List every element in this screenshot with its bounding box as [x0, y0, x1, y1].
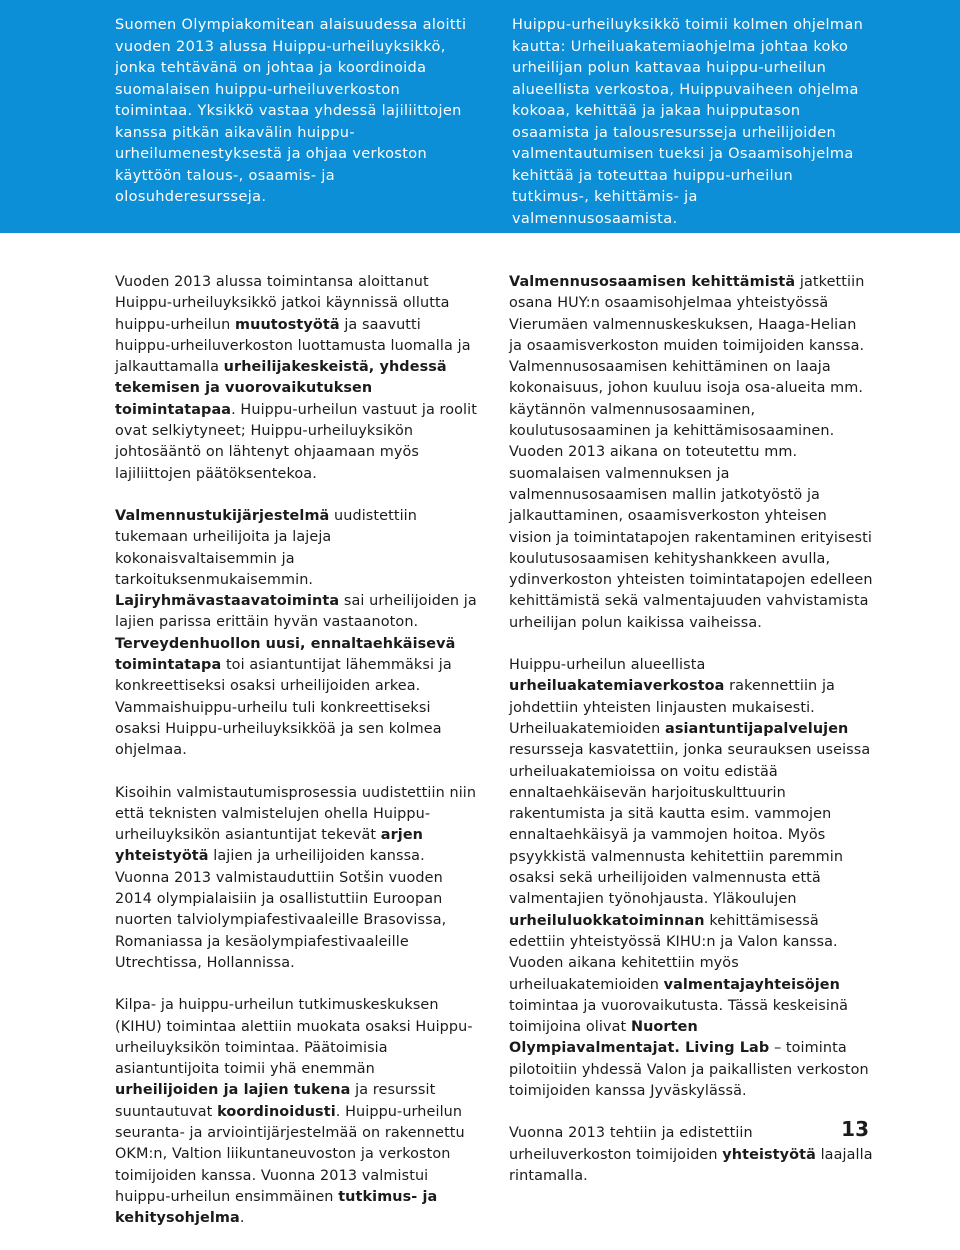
- paragraph: Kisoihin valmistautumisprosessia uudistettiin niin että teknisten valmistelujen ohella Huippu-urheiluyksikön asiantuntijat tekevät arjen yhteistyötä lajien ja urheilijoiden kanssa. Vuonna 2013 valmistauduttiin Sotšin vuoden 2014 olympialaisiin ja osallistuttiin Euroopan nuorten talviolympiafestivaaleille Brasovissa, Romaniassa ja kesäolympiafestivaaleille Utrechtissa, Hollannissa.: [115, 784, 477, 971]
- page-number: 13: [841, 1117, 869, 1141]
- banner-right-text: Huippu-urheiluyksikkö toimii kolmen ohjelman kautta: Urheiluakatemiaohjelma johtaa koko urheilijan polun kattavaa huippu-urheilun alueellista verkostoa, Huippuvaiheen ohjelma kokoaa, kehittää ja jakaa huipputason osaamista ja talousresursseja urheilijoiden valmentautumisen tueksi ja Osaamisohjelma kehittää ja toteuttaa huippu-urheilun tutkimus-, kehittämis- ja valmennusosaamista.: [512, 17, 864, 227]
- paragraph: Huippu-urheilun alueellista urheiluakatemiaverkostoa rakennettiin ja johdettiin yhteisten linjausten mukaisesti. Urheiluakatemioiden asiantuntijapalvelujen resursseja kasvatettiin, jonka seurauksen useissa urheiluakatemioissa on voitu edistää ennaltaehkäisevän harjoituskulttuurin rakentumista ja sitä kautta esim. vammojen ennaltaehkäisyä ja vammojen hoitoa. Myös psyykkistä valmennusta kehitettiin paremmin osaksi sekä urheilijoiden valmennusta että valmentajien työnohjausta. Yläkoulujen urheiluluokkatoiminnan kehittämisessä edettiin yhteistyössä KIHU:n ja Valon kanssa. Vuoden aikana kehitettiin myös urheiluakatemioiden valmentajayhteisöjen toimintaa ja vuorovaikutusta. Tässä keskeisinä toimijoina olivat Nuorten Olympiavalmentajat. Living Lab – toiminta pilotoitiin yhdessä Valon ja paikallisten verkoston toimijoiden kanssa Jyväskylässä.: [509, 657, 871, 1099]
- banner-left-text: Suomen Olympiakomitean alaisuudessa aloitti vuoden 2013 alussa Huippu-urheiluyksikkö, jonka tehtävänä on johtaa ja koordinoida suomalaisen huippu-urheiluverkoston toimintaa. Yksikkö vastaa yhdessä lajiliittojen kanssa pitkän aikavälin huippu-urheilumenestyksestä ja ohjaa verkoston käyttöön talous-, osaamis- ja olosuhderesursseja.: [115, 17, 467, 205]
- right-column: [509, 272, 873, 1208]
- paragraph: Vuonna 2013 tehtiin ja edistettiin urheiluverkoston toimijoiden yhteistyötä laajalla rintamalla.: [509, 1125, 873, 1184]
- left-column: [115, 272, 479, 1250]
- intro-banner: [0, 0, 960, 233]
- paragraph: Valmennusosaamisen kehittämistä jatkettiin osana HUY:n osaamisohjelmaa yhteistyössä Vierumäen valmennuskeskuksen, Haaga-Helian ja osaamisverkoston muiden toimijoiden kanssa. Valmennusosaamisen kehittäminen on laaja kokonaisuus, johon kuuluu isoja osa-alueita mm. käytännön valmennusosaaminen, koulutusosaaminen ja kehittämisosaaminen. Vuoden 2013 aikana on toteutettu mm. suomalaisen valmennuksen ja valmennusosaamisen mallin jatkotyöstö ja jalkauttaminen, osaamisverkoston yhteisen vision ja toimintatapojen rakentaminen erityisesti koulutusosaamisen kehityshankkeen avulla, ydinverkoston yhteisten toimintatapojen edelleen kehittämistä sekä valmentajuuden vahvistamista urheilijan polun kaikissa vaiheissa.: [509, 274, 873, 631]
- paragraph: Valmennustukijärjestelmä uudistettiin tukemaan urheilijoita ja lajeja kokonaisvaltaisemmin ja tarkoituksenmukaisemmin. Lajiryhmävastaavatoiminta sai urheilijoiden ja lajien parissa erittäin hyvän vastaanoton. Terveydenhuollon uusi, ennaltaehkäisevä toimintatapa toi asiantuntijat lähemmäksi ja konkreettiseksi osaksi urheilijoiden arkea. Vammaishuippu-urheilu tuli konkreettiseksi osaksi Huippu-urheiluyksikköä ja sen kolmea ohjelmaa.: [115, 507, 477, 759]
- paragraph: Vuoden 2013 alussa toimintansa aloittanut Huippu-urheiluyksikkö jatkoi käynnissä ollutta huippu-urheilun muutostyötä ja saavutti huippu-urheiluverkoston luottamusta luomalla ja jalkauttamalla urheilijakeskeistä, yhdessä tekemisen ja vuorovaikutuksen toimintatapaa. Huippu-urheilun vastuut ja roolit ovat selkiytyneet; Huippu-urheiluyksikön johtosääntö on lähtenyt ohjaamaan myös lajiliittojen päätöksentekoa.: [115, 274, 477, 482]
- paragraph: Kilpa- ja huippu-urheilun tutkimuskeskuksen (KIHU) toimintaa alettiin muokata osaksi Huippu-urheiluyksikön toimintaa. Päätoimisia asiantuntijoita toimii yhä enemmän urheilijoiden ja lajien tukena ja resurssit suuntautuvat koordinoidusti. Huippu-urheilun seuranta- ja arviointijärjestelmää on rakennettu OKM:n, Valtion liikuntaneuvoston ja verkoston toimijoiden kanssa. Vuonna 2013 valmistui huippu-urheilun ensimmäinen tutkimus- ja kehitysohjelma.: [115, 997, 473, 1227]
